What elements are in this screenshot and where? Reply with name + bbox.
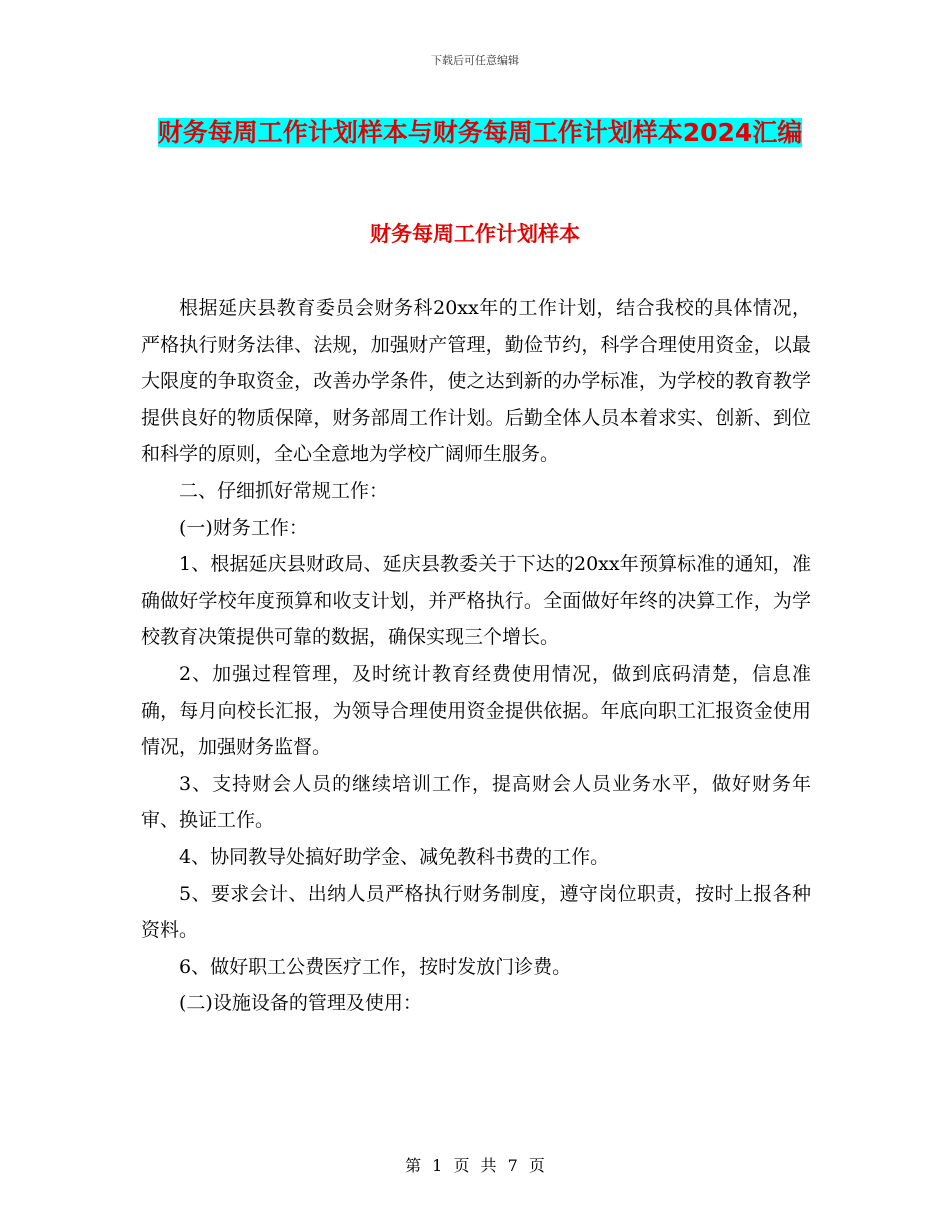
paragraph: 2、加强过程管理，及时统计教育经费使用情况，做到底码清楚，信息准确，每月向校长汇报，为领导合理使用资金提供依据。年底向职工汇报资金使用情况，加强财务监督。 (141, 662, 811, 759)
paragraph: 6、做好职工公费医疗工作，按时发放门诊费。 (179, 955, 572, 978)
page-footer: 第 1 页 共 7 页 (405, 1156, 545, 1175)
section-title: 财务每周工作计划样本 (370, 222, 580, 246)
paragraph: (二)设施设备的管理及使用： (179, 992, 422, 1015)
document-title-text: 财务每周工作计划样本与财务每周工作计划样本2024汇编 (157, 118, 803, 147)
paragraph: (一)财务工作： (179, 516, 308, 539)
paragraph: 二、仔细抓好常规工作： (179, 479, 389, 502)
paragraph: 1、根据延庆县财政局、延庆县教委关于下达的20xx年预算标准的通知，准确做好学校年度预算和收支计划，并严格执行。全面做好年终的决算工作，为学校教育决策提供可靠的数据，确保实现三个增长。 (141, 553, 811, 649)
paragraph: 4、协同教导处搞好助学金、减免教科书费的工作。 (179, 845, 610, 868)
header-note: 下载后可任意编辑 (431, 54, 519, 67)
paragraph: 根据延庆县教育委员会财务科20xx年的工作计划，结合我校的具体情况，严格执行财务法律、法规，加强财产管理，勤俭节约，科学合理使用资金，以最大限度的争取资金，改善办学条件，使之达到新的办学标准，为学校的教育教学提供良好的物质保障，财务部周工作计划。后勤全体人员本着求实、创新、到位和科学的原则，全心全意地为学校广阔师生服务。 (141, 297, 811, 466)
document-title (140, 108, 820, 157)
paragraph: 3、支持财会人员的继续培训工作，提高财会人员业务水平，做好财务年审、换证工作。 (141, 772, 811, 832)
document-body (141, 290, 811, 1022)
paragraph: 5、要求会计、出纳人员严格执行财务制度，遵守岗位职责，按时上报各种资料。 (141, 882, 811, 942)
